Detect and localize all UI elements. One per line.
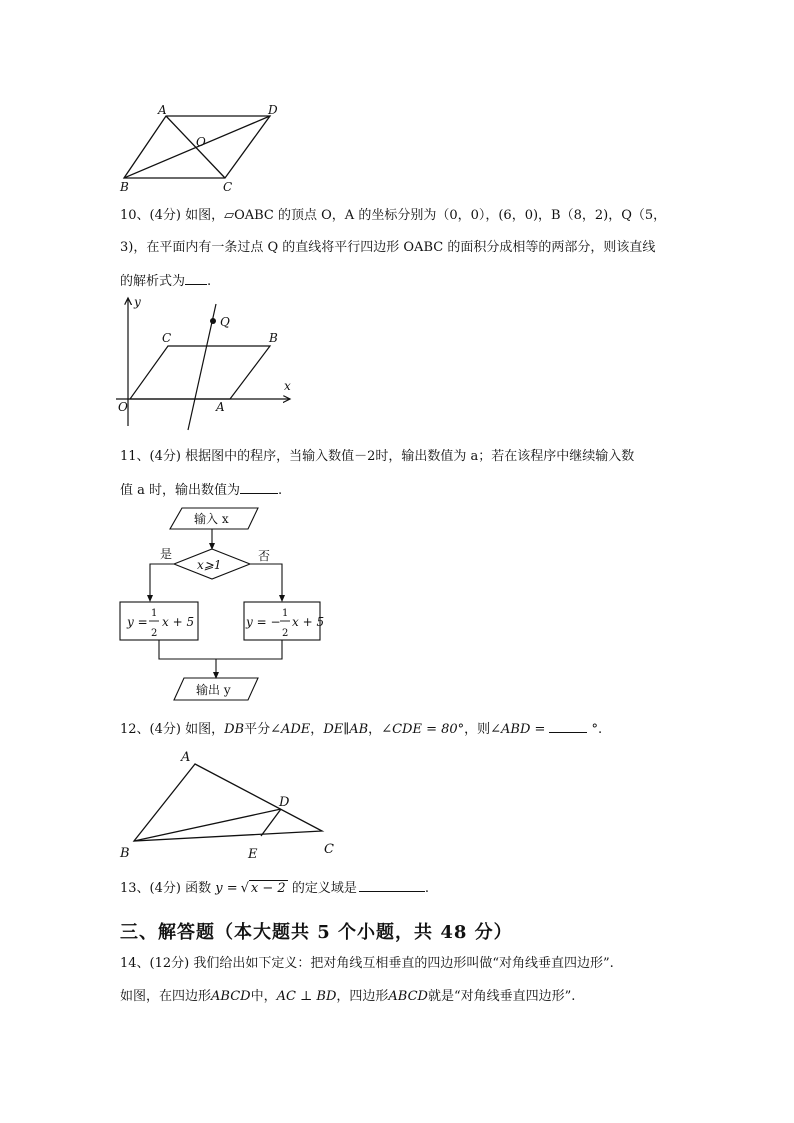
q14-line2 — [120, 989, 575, 1005]
q12-t1: 平分 — [244, 722, 271, 737]
q13-sqrt-sign: √ — [240, 881, 249, 896]
q13-radicand: x − 2 — [250, 881, 286, 896]
left-formula-prefix: y = — [127, 615, 148, 629]
parallelogram-figure — [110, 100, 300, 196]
q14-l2g: 就是“对角线垂直四边形”. — [427, 989, 576, 1004]
label-d: D — [268, 103, 278, 117]
output-label: 输出 y — [196, 683, 231, 697]
label-a3: A — [181, 750, 191, 765]
q14-abcd-2: ABCD — [388, 989, 428, 1004]
q14-perpendicular: AC ⊥ BD — [276, 989, 337, 1004]
label-e3: E — [248, 847, 258, 862]
yes-label: 是 — [160, 547, 173, 561]
q10-line3 — [120, 272, 211, 290]
q11-line1: 11、(4分) 根据图中的程序，当输入数值－2时，输出数值为 a；若在该程序中继续输入数 — [120, 449, 635, 464]
right-formula-num: 1 — [282, 608, 289, 619]
q14-l2e: ，四边形 — [336, 989, 389, 1004]
q10-line3-text: 的解析式为 — [120, 274, 186, 289]
no-label: 否 — [258, 549, 271, 563]
yes-branch — [150, 564, 174, 597]
right-formula-prefix: y = − — [246, 615, 281, 629]
q13-suffix: 的定义域是 — [291, 881, 357, 896]
label-q: Q — [220, 315, 230, 329]
q12-answer-blank[interactable] — [549, 720, 587, 733]
q10-line1: 10、(4分) 如图，▱OABC 的顶点 O，A 的坐标分别为（0，0），(6，0)，B（8，2)，Q（5， — [120, 208, 667, 223]
q12-db: DB — [224, 722, 245, 737]
q12-end: °. — [591, 722, 603, 737]
q10-end: . — [207, 274, 212, 289]
no-branch — [250, 564, 282, 597]
label-c2: C — [162, 331, 172, 345]
flowchart — [112, 502, 332, 707]
triangle-abc — [134, 764, 322, 841]
label-x: x — [284, 379, 291, 393]
q11-line2-text: 值 a 时，输出数值为 — [120, 483, 241, 498]
label-o: O — [196, 135, 206, 149]
label-c3: C — [324, 842, 334, 857]
section-title: 三、解答题（本大题共 5 个小题，共 48 分） — [120, 922, 513, 943]
q12-t3: ， — [368, 722, 382, 737]
q13-end: . — [424, 881, 429, 896]
right-formula-den: 2 — [282, 628, 289, 639]
label-b2: B — [269, 331, 278, 345]
q11-answer-blank[interactable] — [240, 481, 278, 494]
q13-answer-blank[interactable] — [359, 879, 425, 892]
label-d3: D — [279, 795, 290, 810]
label-b: B — [120, 180, 129, 194]
q14-abcd-1: ABCD — [211, 989, 251, 1004]
q12-prefix: 12、(4分) 如图， — [120, 722, 225, 737]
point-q — [210, 318, 216, 324]
right-formula-suffix: x + 5 — [292, 615, 325, 629]
merge-line — [159, 640, 282, 659]
coordinate-figure — [112, 292, 302, 432]
triangle-figure — [112, 746, 352, 868]
q12-parallel: DE∥AB — [323, 722, 369, 737]
left-formula-num: 1 — [151, 608, 158, 619]
q11-line2 — [120, 481, 282, 499]
q13-func: y = — [215, 881, 238, 896]
left-formula-den: 2 — [151, 628, 158, 639]
q12-angle-abd: ∠ABD = — [490, 722, 546, 737]
q11-end: . — [278, 483, 283, 498]
q10-answer-blank[interactable] — [185, 272, 207, 285]
parallelogram-oabc — [130, 346, 270, 399]
label-a: A — [158, 103, 167, 117]
q12-angle-ade: ∠ADE — [270, 722, 311, 737]
label-a2: A — [216, 400, 225, 414]
condition-label: x⩾1 — [197, 558, 222, 572]
q12-angle-cde: ∠CDE = 80° — [381, 722, 465, 737]
q12-line — [120, 720, 602, 738]
label-b3: B — [120, 846, 130, 861]
q14-l2c: 中， — [250, 989, 277, 1004]
input-label: 输入 x — [194, 512, 229, 526]
q12-t4: ，则 — [464, 722, 491, 737]
label-y: y — [134, 295, 141, 309]
q13-line — [120, 879, 429, 897]
label-o2: O — [118, 400, 128, 414]
q12-t2: ， — [310, 722, 324, 737]
q13-prefix: 13、(4分) 函数 — [120, 881, 212, 896]
q14-line1: 14、(12分) 我们给出如下定义：把对角线互相垂直的四边形叫做“对角线垂直四边形”. — [120, 956, 614, 971]
q14-l2a: 如图，在四边形 — [120, 989, 212, 1004]
label-c: C — [223, 180, 233, 194]
left-formula-suffix: x + 5 — [162, 615, 195, 629]
q10-line2: 3)，在平面内有一条过点 Q 的直线将平行四边形 OABC 的面积分成相等的两部分，则该直线 — [120, 240, 656, 255]
